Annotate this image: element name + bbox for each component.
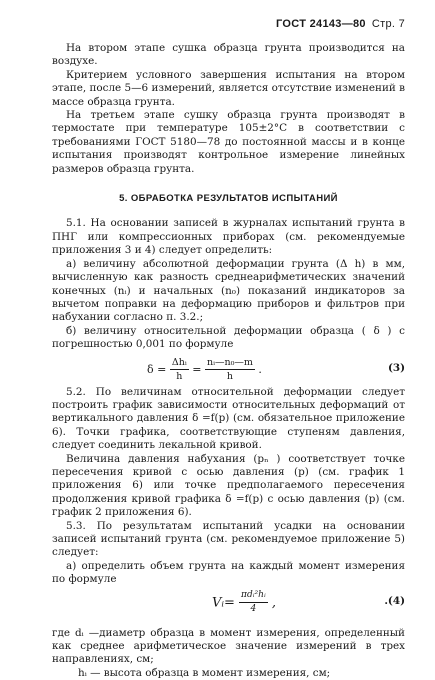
formula-3 xyxy=(52,354,405,382)
where-d xyxy=(52,627,405,667)
page-number: Стр. 7 xyxy=(371,18,405,30)
where-d-text: —диаметр образца в момент измерения, определенный как среднее арифметическое значение измерений в трех направлениях, см; xyxy=(52,626,405,666)
fraction-numerator: Δhᵢ xyxy=(170,356,189,370)
clause-5-3-intro: 5.3. По результатам испытаний усадки на основании записей испытаний грунта (см. рекомендуемое приложение 5) следует: xyxy=(52,519,405,559)
formula-3-fraction-2 xyxy=(205,356,255,384)
fraction-numerator: πdᵢ²hᵢ xyxy=(239,589,268,603)
formula-3-fraction-1 xyxy=(170,356,189,384)
paragraph: На третьем этапе сушку образца грунта производят в термостате при температуре 105±2°С в соответствии с требованиями ГОСТ 5180—78 до постоянной массы и в конце испытания производят контрольное измерение линейных размеров образца грунта. xyxy=(52,109,405,175)
formula-4-fraction xyxy=(239,589,268,617)
document-body xyxy=(52,42,405,680)
clause-5-1-a: а) величину абсолютной деформации грунта (Δ h) в мм, вычисленную как разность среднеарифметических значений конечных (nᵢ) и начальных (n₀) показаний индикаторов за вычетом поправки на деформацию приборов и фильтров при набухании согласно п. 3.2.; xyxy=(52,257,405,324)
where-d-label: где dᵢ xyxy=(52,626,84,639)
where-h-text: — высота образца в момент измерения, см; xyxy=(90,666,331,679)
formula-4-number: .(4) xyxy=(384,594,405,607)
formula-4-end: , xyxy=(271,595,277,611)
fraction-denominator: h xyxy=(226,370,233,382)
formula-3-equals: = xyxy=(192,362,202,376)
gost-number: ГОСТ 24143—80 xyxy=(276,18,366,30)
formula-3-lhs: δ = xyxy=(147,362,167,376)
formula-4 xyxy=(52,589,405,623)
formula-3-end: . xyxy=(258,362,262,376)
paragraph: Критерием условного завершения испытания на втором этапе, после 5—6 измерений, является отсутствие изменений в массе образца грунта. xyxy=(52,68,405,108)
page-header xyxy=(276,18,405,30)
clause-5-3-a: а) определить объем грунта на каждый момент измерения по формуле xyxy=(52,559,405,586)
fraction-denominator: 4 xyxy=(250,604,257,615)
clause-5-2-p1: 5.2. По величинам относительной деформации следует построить график зависимости относительных деформаций от вертикального давления δ =f(p) (см. обязательное приложение 6). Точки графика, соответствующие ступеням давления, следует соединить лекальной кривой. xyxy=(52,385,405,452)
clause-5-1-intro: 5.1. На основании записей в журналах испытаний грунта в ПНГ или компрессионных приборах (см. рекомендуемые приложения 3 и 4) следует определить: xyxy=(52,217,405,257)
where-h xyxy=(52,667,405,680)
fraction-numerator: nᵢ—n₀—m xyxy=(205,356,255,370)
fraction-denominator: h xyxy=(176,370,183,382)
formula-3-number: (3) xyxy=(387,361,405,374)
formula-4-lhs: Vᵢ= xyxy=(212,595,235,611)
clause-5-1-b: б) величину относительной деформации образца ( δ ) с погрешностью 0,001 по формуле xyxy=(52,324,405,351)
where-h-label: hᵢ xyxy=(78,666,87,679)
section-title: 5. ОБРАБОТКА РЕЗУЛЬТАТОВ ИСПЫТАНИЙ xyxy=(119,193,338,205)
paragraph: На втором этапе сушка образца грунта производится на воздухе. xyxy=(52,42,405,68)
clause-5-2-p2: Величина давления набухания (pₙ ) соответствует точке пересечения кривой с осью давления (p) (см. график 1 приложения 6) или точке предполагаемого пересечения продолжения кривой графика δ =f(p) с осью давления (p) (см. график 2 приложения 6). xyxy=(52,452,405,519)
